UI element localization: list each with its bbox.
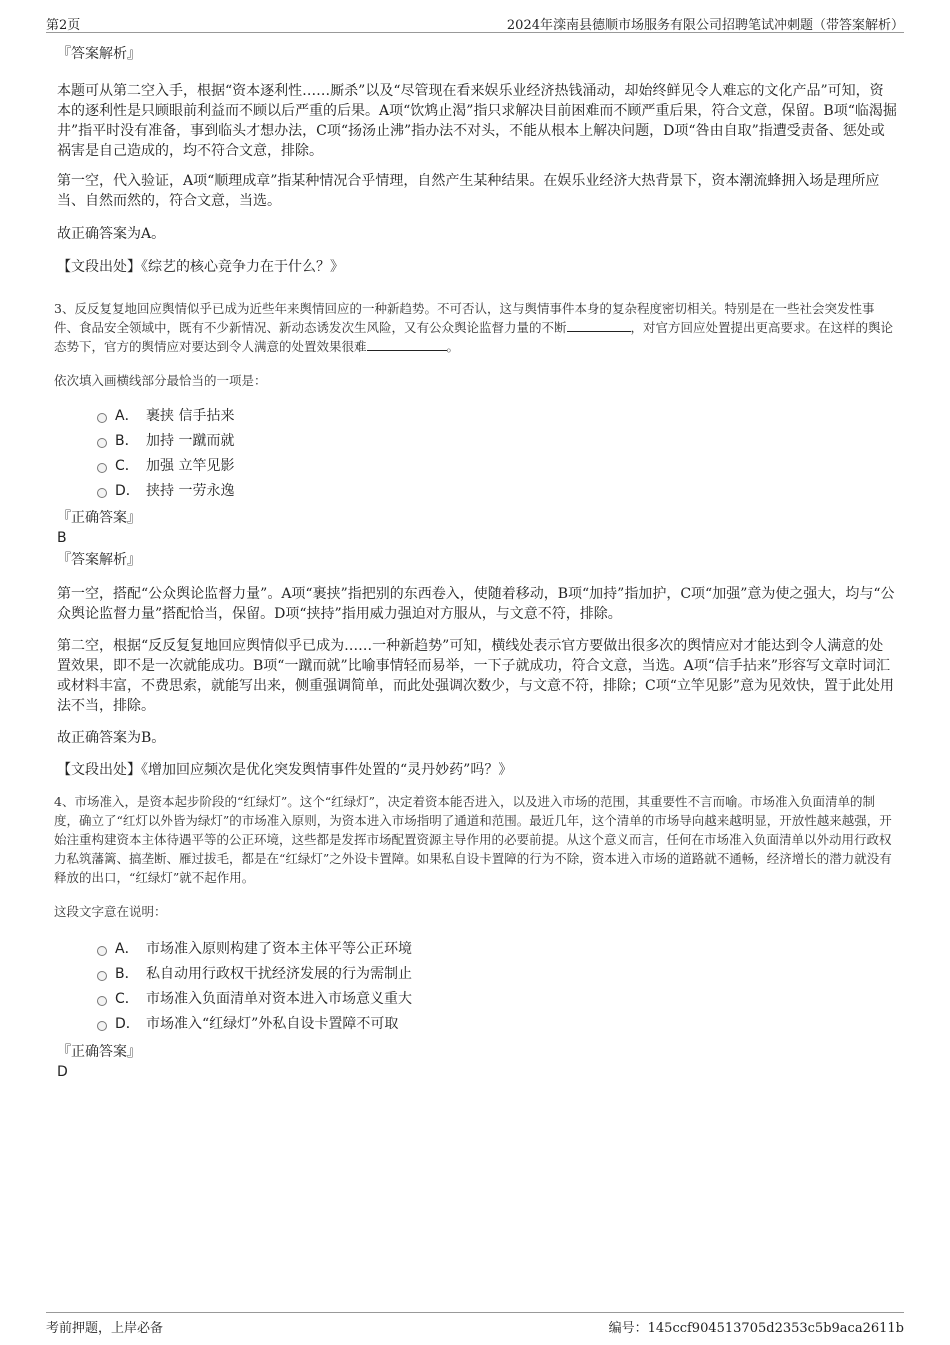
option-a[interactable]: A． 市场准入原则构建了资本主体平等公正环境 — [57, 937, 897, 962]
analysis-paragraph: 第一空，搭配“公众舆论监督力量”。A项“裹挟”指把别的东西卷入，使随着移动，B项“加持”指加护，C项“加强”意为使之强大，均与“公众舆论监督力量”搭配恰当，保留。D项“挟持”指用威力强迫对方服从，与文意不符，排除。 — [57, 586, 895, 622]
blank-line — [567, 319, 631, 332]
question-4 — [54, 792, 897, 1082]
document-code: 编号：145ccf904513705d2353c5b9aca2611b — [608, 1321, 904, 1336]
page-footer — [46, 1312, 904, 1336]
document-body — [54, 44, 897, 1082]
options-list — [57, 937, 897, 1037]
option-d[interactable]: D． 挟持 一劳永逸 — [57, 479, 897, 504]
radio-icon[interactable] — [97, 463, 107, 473]
analysis-paragraph: 第二空，根据“反反复复地回应舆情似乎已成为……一种新趋势”可知，横线处表示官方要做出很多次的舆情应对才能达到令人满意的处置效果，即不是一次就能成功。B项“一蹴而就”比喻事情轻而易举，一下子就成功，符合文意，当选。A项“信手拈来”形容写文章时词汇或材料丰富，不费思索，就能写出来，侧重强调简单，而此处强调次数少，与文意不符，排除；C项“立竿见影”意为见效快，置于此处用法不当，排除。 — [57, 638, 895, 714]
source-citation: 【文段出处】《综艺的核心竞争力在于什么？》 — [57, 259, 344, 275]
radio-icon[interactable] — [97, 996, 107, 1006]
radio-icon[interactable] — [97, 946, 107, 956]
option-c[interactable]: C． 加强 立竿见影 — [57, 454, 897, 479]
analysis-label: 『答案解析』 — [57, 46, 141, 62]
analysis-paragraph: 本题可从第二空入手，根据“资本逐利性……厮杀”以及“尽管现在看来娱乐业经济热钱涌动，却始终鲜见令人难忘的文化产品”可知，资本的逐利性是只顾眼前利益而不顾以后严重的后果。A项“饮鸩止渴”指只求解决目前困难而不顾严重后果，符合文意，保留。B项“临渴掘井”指平时没有准备，事到临头才想办法，C项“扬汤止沸”指办法不对头，不能从根本上解决问题，D项“咎由自取”指遭受责备、惩处或祸害是自己造成的，均不符合文意，排除。 — [57, 83, 897, 159]
q2-analysis-section — [57, 44, 897, 277]
blank-line — [367, 338, 447, 351]
option-b[interactable]: B． 加持 一蹴而就 — [57, 429, 897, 454]
option-c[interactable]: C． 市场准入负面清单对资本进入市场意义重大 — [57, 987, 897, 1012]
question-prompt: 这段文字意在说明： — [54, 904, 167, 919]
footer-slogan: 考前押题，上岸必备 — [46, 1321, 164, 1336]
page-header — [46, 12, 904, 33]
question-prompt: 依次填入画横线部分最恰当的一项是： — [54, 373, 267, 388]
correct-answer: D — [57, 1064, 68, 1080]
option-a[interactable]: A． 裹挟 信手拈来 — [57, 404, 897, 429]
radio-icon[interactable] — [97, 488, 107, 498]
radio-icon[interactable] — [97, 413, 107, 423]
page-number: 第2页 — [46, 18, 81, 33]
analysis-paragraph: 第一空，代入验证，A项“顺理成章”指某种情况合乎情理，自然产生某种结果。在娱乐业经济大热背景下，资本潮流蜂拥入场是理所应当、自然而然的，符合文意，当选。 — [57, 173, 880, 209]
options-list — [57, 404, 897, 504]
radio-icon[interactable] — [97, 1021, 107, 1031]
option-b[interactable]: B． 私自动用行政权干扰经济发展的行为需制止 — [57, 962, 897, 987]
question-3 — [54, 299, 897, 780]
correct-answer: B — [57, 530, 67, 546]
analysis-label: 『答案解析』 — [57, 552, 141, 568]
option-d[interactable]: D． 市场准入“红绿灯”外私自设卡置障不可取 — [57, 1012, 897, 1037]
source-citation: 【文段出处】《增加回应频次是优化突发舆情事件处置的“灵丹妙药”吗？》 — [57, 762, 513, 778]
conclusion: 故正确答案为A。 — [57, 226, 166, 242]
radio-icon[interactable] — [97, 438, 107, 448]
question-text: 3、反反复复地回应舆情似乎已成为近些年来舆情回应的一种新趋势。不可否认，这与舆情事件本身的复杂程度密切相关。特别是在一些社会突发性事件、食品安全领域中，既有不少新情况、新动态诱发次生风险，又有公众舆论监督力量的不断 ，对官方回应处置提出更高要求。在这样的舆论态势下，官方的舆情应对要达到令人满意的处置效果很难 。 — [54, 301, 894, 354]
question-text: 4、市场准入，是资本起步阶段的“红绿灯”。这个“红绿灯”，决定着资本能否进入，以及进入市场的范围，其重要性不言而喻。市场准入负面清单的制度，确立了“红灯以外皆为绿灯”的市场准入原则，为资本进入市场指明了通道和范围。最近几年，这个清单的市场导向越来越明显，开放性越来越强，开始注重构建资本主体待遇平等的公正环境，这些都是发挥市场配置资源主导作用的必要前提。从这个意义而言，任何在市场准入负面清单以外动用行政权力私筑藩篱、搞垄断、雁过拔毛，都是在“红绿灯”之外设卡置障。如果私自设卡置障的行为不除，资本进入市场的道路就不通畅，经济增长的潜力就没有释放的出口，“红绿灯”就不起作用。 — [54, 794, 892, 885]
document-title: 2024年滦南县德顺市场服务有限公司招聘笔试冲刺题（带答案解析） — [506, 18, 904, 33]
correct-answer-label: 『正确答案』 — [57, 1044, 141, 1060]
conclusion: 故正确答案为B。 — [57, 730, 166, 746]
radio-icon[interactable] — [97, 971, 107, 981]
correct-answer-label: 『正确答案』 — [57, 510, 141, 526]
